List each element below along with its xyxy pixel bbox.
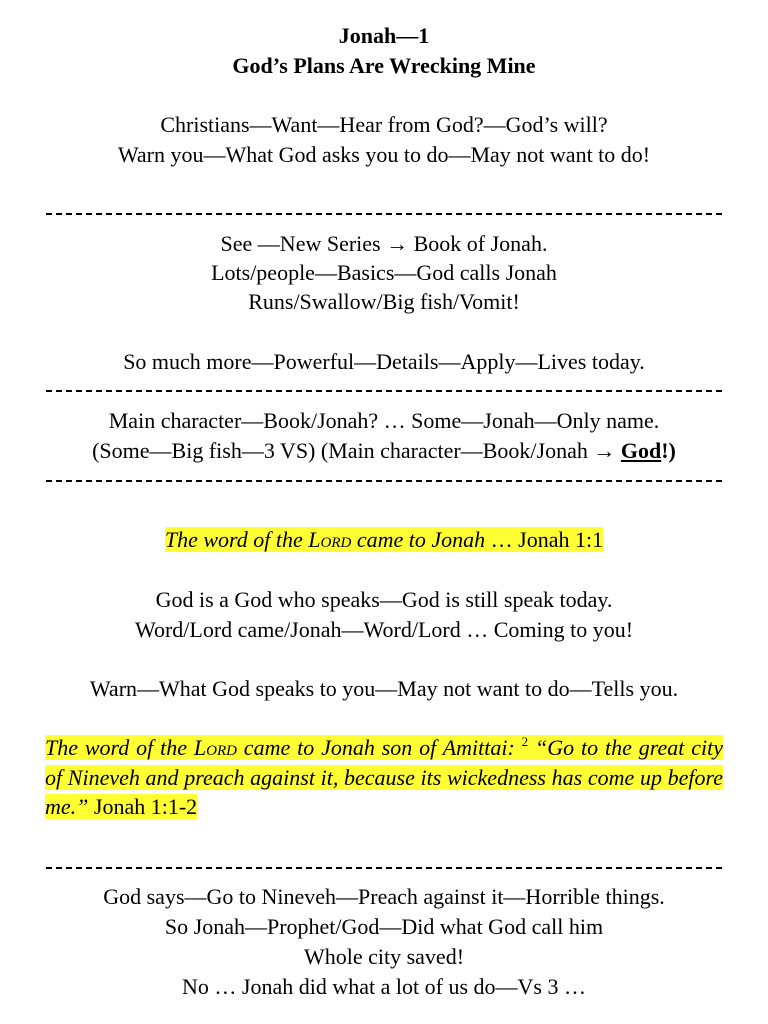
closing-line-4: No … Jonah did what a lot of us do—Vs 3 …	[182, 974, 586, 999]
divider-1	[46, 213, 722, 215]
verse-2-part-c: “Go to the great city of Nineveh and preach against it, because its wickedness has come up before me.”	[45, 735, 723, 819]
verse-2-lord: ord	[206, 735, 237, 760]
main-character-prefix: (Some—Big fish—3 VS) (Main character—Book/Jonah	[92, 438, 594, 463]
divider-4	[46, 867, 722, 869]
speaks-line-2: Word/Lord came/Jonah—Word/Lord … Coming to you!	[134, 617, 634, 642]
verse-1-highlight	[165, 527, 603, 552]
main-character-suffix: !)	[661, 438, 676, 463]
arrow-right-icon: →	[386, 231, 409, 256]
warn-line: Warn—What God speaks to you—May not want to do—Tells you.	[89, 676, 679, 701]
series-line-4: So much more—Powerful—Details—Apply—Lives today.	[123, 349, 645, 374]
closing-line-1: God says—Go to Nineveh—Preach against it—Horrible things.	[103, 884, 665, 909]
divider-2	[46, 390, 722, 392]
intro-line-1: Christians—Want—Hear from God?—God’s will?	[160, 112, 608, 137]
verse-1-lord: ord	[320, 527, 352, 552]
verse-2-sup: 2	[521, 734, 529, 749]
closing-line-3: Whole city saved!	[303, 944, 465, 969]
series-see-suffix: Book of Jonah.	[408, 231, 548, 256]
series-line-2: Lots/people—Basics—God calls Jonah	[211, 260, 557, 285]
doc-title: Jonah—1	[338, 23, 430, 48]
verse-2-part-b: came to Jonah son of Amittai:	[236, 735, 522, 760]
series-see-prefix: See —New Series	[220, 231, 387, 256]
verse-2-ref: Jonah 1:1-2	[88, 794, 198, 819]
speaks-line-1: God is a God who speaks—God is still speak today.	[155, 587, 613, 612]
god-emphasis: God	[620, 438, 662, 463]
verse-1-quote-b: came to Jonah	[351, 527, 486, 552]
verse-2	[45, 733, 723, 822]
divider-3	[46, 480, 722, 482]
verse-1-quote-a: The word of the L	[164, 527, 321, 552]
verse-2-part-a: The word of the L	[45, 735, 207, 760]
main-character-line-1: Main character—Book/Jonah? … Some—Jonah—Only name.	[108, 408, 660, 433]
verse-1	[0, 525, 768, 555]
doc-subtitle: God’s Plans Are Wrecking Mine	[232, 53, 536, 78]
main-character-line-2	[0, 436, 768, 466]
series-line-3: Runs/Swallow/Big fish/Vomit!	[248, 289, 520, 314]
series-line-1	[0, 229, 768, 259]
verse-1-ref: … Jonah 1:1	[485, 527, 604, 552]
intro-line-2: Warn you—What God asks you to do—May not want to do!	[117, 142, 651, 167]
closing-line-2: So Jonah—Prophet/God—Did what God call him	[164, 914, 604, 939]
verse-2-highlight	[45, 735, 723, 819]
arrow-right-icon: →	[593, 438, 616, 463]
